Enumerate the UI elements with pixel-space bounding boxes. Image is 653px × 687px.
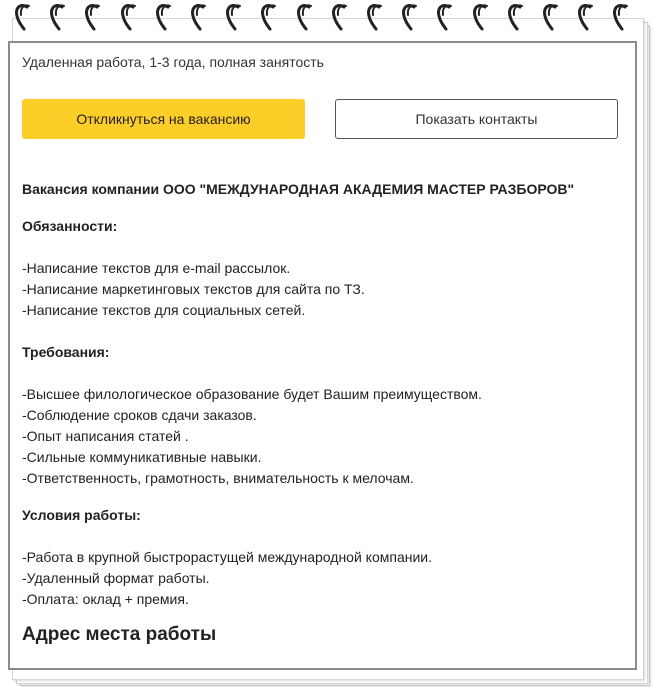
list-item: -Работа в крупной быстрорастущей международной компании. [22,549,432,565]
vacancy-subtitle: Удаленная работа, 1-3 года, полная занятость [22,54,324,70]
spiral-ring-icon [190,2,208,32]
notebook-spiral [0,0,653,32]
address-heading: Адрес места работы [22,624,217,645]
list-item: -Опыт написания статей . [22,428,189,444]
spiral-ring-icon [507,2,525,32]
list-item: -Написание маркетинговых текстов для сайта по ТЗ. [22,281,365,297]
spiral-ring-icon [296,2,314,32]
spiral-ring-icon [472,2,490,32]
list-item: -Соблюдение сроков сдачи заказов. [22,407,257,423]
spiral-ring-icon [260,2,278,32]
spiral-ring-icon [49,2,67,32]
spiral-ring-icon [14,2,32,32]
list-item: -Написание текстов для социальных сетей. [22,302,306,318]
spiral-ring-icon [366,2,384,32]
list-item: -Сильные коммуникативные навыки. [22,449,262,465]
vacancy-page [8,41,637,670]
duties-heading: Обязанности: [22,218,118,234]
spiral-ring-icon [542,2,560,32]
spiral-ring-icon [577,2,595,32]
company-line: Вакансия компании ООО "МЕЖДУНАРОДНАЯ АКАДЕМИЯ МАСТЕР РАЗБОРОВ" [22,181,575,197]
list-item: -Написание текстов для e-mail рассылок. [22,260,291,276]
spiral-ring-icon [225,2,243,32]
list-item: -Высшее филологическое образование будет Вашим преимуществом. [22,386,482,402]
spiral-ring-icon [155,2,173,32]
list-item: -Оплата: оклад + премия. [22,591,189,607]
list-item: -Удаленный формат работы. [22,570,210,586]
spiral-ring-icon [401,2,419,32]
spiral-ring-icon [331,2,349,32]
list-item: -Ответственность, грамотность, внимательность к мелочам. [22,470,414,486]
apply-button[interactable]: Откликнуться на вакансию [22,99,305,139]
conditions-heading: Условия работы: [22,507,141,523]
spiral-ring-icon [120,2,138,32]
requirements-heading: Требования: [22,344,110,360]
show-contacts-button[interactable]: Показать контакты [335,99,618,139]
spiral-ring-icon [612,2,630,32]
spiral-ring-icon [436,2,454,32]
vacancy-description [22,179,622,648]
spiral-ring-icon [84,2,102,32]
